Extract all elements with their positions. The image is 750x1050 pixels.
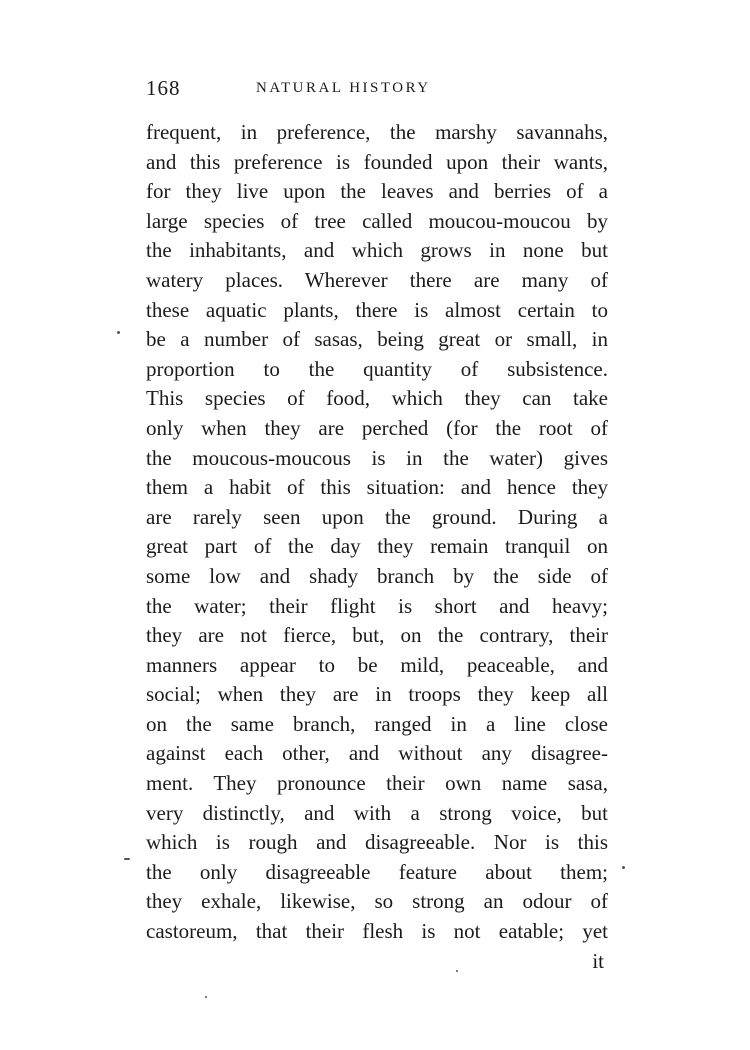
text-line: very distinctly, and with a strong voice, but	[146, 800, 608, 825]
text-line: the water; their flight is short and heavy;	[146, 593, 608, 618]
body-text	[146, 118, 608, 976]
text-line: some low and shady branch by the side of	[146, 563, 608, 588]
text-line: proportion to the quantity of subsistence.	[146, 356, 608, 381]
text-line: the moucous-moucous is in the water) gives	[146, 445, 608, 470]
running-title: NATURAL HISTORY	[256, 80, 431, 96]
text-line: castoreum, that their flesh is not eatable; yet	[146, 919, 608, 944]
text-line: the only disagreeable feature about them;	[146, 859, 608, 884]
text-line: which is rough and disagreeable. Nor is this	[146, 830, 608, 855]
text-line: and this preference is founded upon their wants,	[146, 149, 608, 174]
text-line: manners appear to be mild, peaceable, and	[146, 652, 608, 677]
text-line: these aquatic plants, there is almost certain to	[146, 297, 608, 322]
text-line: the inhabitants, and which grows in none but	[146, 238, 608, 263]
paper-speck	[124, 858, 130, 860]
page-number: 168	[146, 76, 181, 100]
catchword: it	[592, 948, 604, 973]
text-line: be a number of sasas, being great or small, in	[146, 327, 608, 352]
text-line: watery places. Wherever there are many of	[146, 267, 608, 292]
text-line: against each other, and without any disagree-	[146, 741, 608, 766]
paper-speck	[622, 866, 625, 869]
text-line: great part of the day they remain tranquil on	[146, 534, 608, 559]
text-line: ment. They pronounce their own name sasa,	[146, 771, 608, 796]
text-line: they exhale, likewise, so strong an odour of	[146, 889, 608, 914]
text-line: frequent, in preference, the marshy savannahs,	[146, 120, 608, 144]
text-line: they are not fierce, but, on the contrary, their	[146, 623, 608, 648]
text-line: for they live upon the leaves and berries of a	[146, 179, 608, 204]
paper-speck	[117, 331, 120, 334]
text-line: on the same branch, ranged in a line close	[146, 711, 608, 736]
running-head	[146, 76, 616, 102]
text-line: only when they are perched (for the root of	[146, 415, 608, 440]
paper-speck	[205, 996, 207, 998]
paper-speck	[456, 970, 458, 972]
text-line: are rarely seen upon the ground. During a	[146, 504, 608, 529]
text-line: This species of food, which they can take	[146, 386, 608, 411]
text-line: social; when they are in troops they keep all	[146, 682, 608, 707]
text-line: large species of tree called moucou-moucou by	[146, 208, 608, 233]
text-line: them a habit of this situation: and hence they	[146, 475, 608, 500]
